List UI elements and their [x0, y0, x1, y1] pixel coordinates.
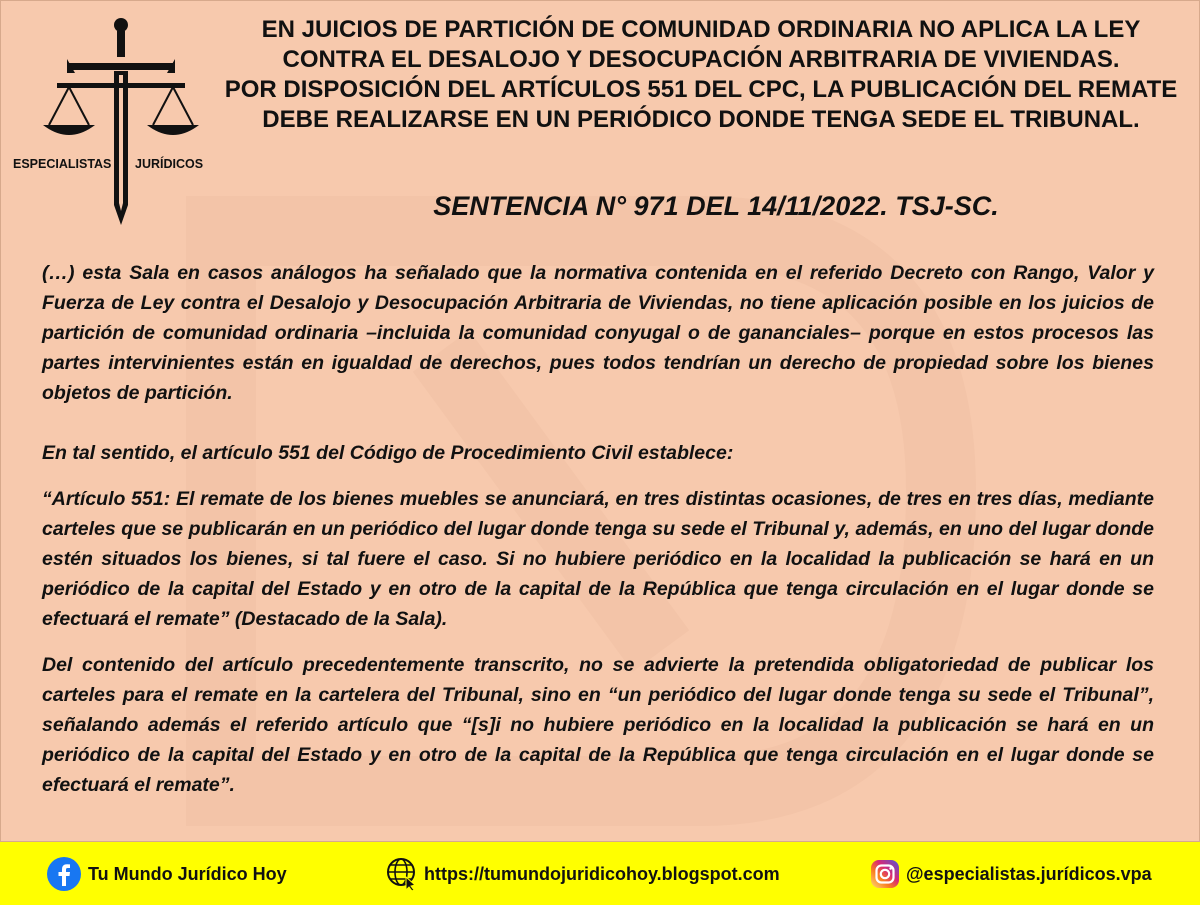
logo-text-left: ESPECIALISTAS: [13, 157, 112, 171]
facebook-icon: [46, 856, 82, 892]
title-line: DEBE REALIZARSE EN UN PERIÓDICO DONDE TENGA SEDE EL TRIBUNAL.: [262, 106, 1140, 133]
sentence-reference: SENTENCIA N° 971 DEL 14/11/2022. TSJ-SC.: [433, 191, 999, 221]
paragraph: En tal sentido, el artículo 551 del Código de Procedimiento Civil establece:: [42, 442, 734, 464]
scales-of-justice-icon: [9, 15, 209, 227]
quoted-article-paragraph: “Artículo 551: El remate de los bienes muebles se anunciará, en tres distintas ocasiones, de tres en tres días, mediante carteles que se publicarán en un periódico del lugar donde tenga su sede el Tribunal y, además, en uno del lugar donde estén situados los bienes, si tal fuere el caso. Si no hubiere periódico en la localidad la publicación se hará en un periódico de la capital del Estado y en otro de la capital de la República que tenga circulación en el lugar donde se efectuará el remate” (Destacado de la Sala).: [42, 488, 1154, 630]
logo: [9, 15, 209, 227]
page-title: [206, 15, 1196, 135]
title-line: CONTRA EL DESALOJO Y DESOCUPACIÓN ARBITRARIA DE VIVIENDAS.: [282, 46, 1120, 73]
instagram-label: @especialistas.jurídicos.vpa: [906, 863, 1152, 884]
website-label: https://tumundojuridicohoy.blogspot.com: [424, 863, 780, 884]
website-link[interactable]: [386, 856, 780, 892]
instagram-link[interactable]: [870, 856, 1152, 892]
paragraph: Del contenido del artículo precedentemente transcrito, no se advierte la pretendida obligatoriedad de publicar los carteles para el remate en la cartelera del Tribunal, sino en “un periódico del lugar donde tenga su sede el Tribunal”, señalando además el referido artículo que “[s]i no hubiere periódico en la localidad la publicación se hará en un periódico de la capital del Estado y en otro de la capital de la República que tenga circulación en el lugar donde se efectuará el remate”.: [42, 654, 1154, 796]
title-line: EN JUICIOS DE PARTICIÓN DE COMUNIDAD ORDINARIA NO APLICA LA LEY: [261, 16, 1141, 43]
facebook-link[interactable]: [46, 856, 287, 892]
instagram-icon: [870, 859, 900, 889]
title-line: POR DISPOSICIÓN DEL ARTÍCULOS 551 DEL CPC, LA PUBLICACIÓN DEL REMATE: [224, 76, 1178, 103]
document-body: [42, 258, 1154, 800]
globe-icon: [386, 857, 418, 891]
paragraph: (…) esta Sala en casos análogos ha señalado que la normativa contenida en el referido Decreto con Rango, Valor y Fuerza de Ley contra el Desalojo y Desocupación Arbitraria de Viviendas, no tiene aplicación posible en los juicios de partición de comunidad ordinaria –incluida la comunidad conyugal o de gananciales– porque en estos procesos las partes intervinientes están en igualdad de derechos, pues todos tendrían un derecho de propiedad sobre los bienes objetos de partición.: [42, 262, 1154, 404]
facebook-label: Tu Mundo Jurídico Hoy: [88, 863, 287, 884]
footer-bar: [0, 842, 1200, 905]
logo-text-right: JURÍDICOS: [135, 157, 204, 171]
